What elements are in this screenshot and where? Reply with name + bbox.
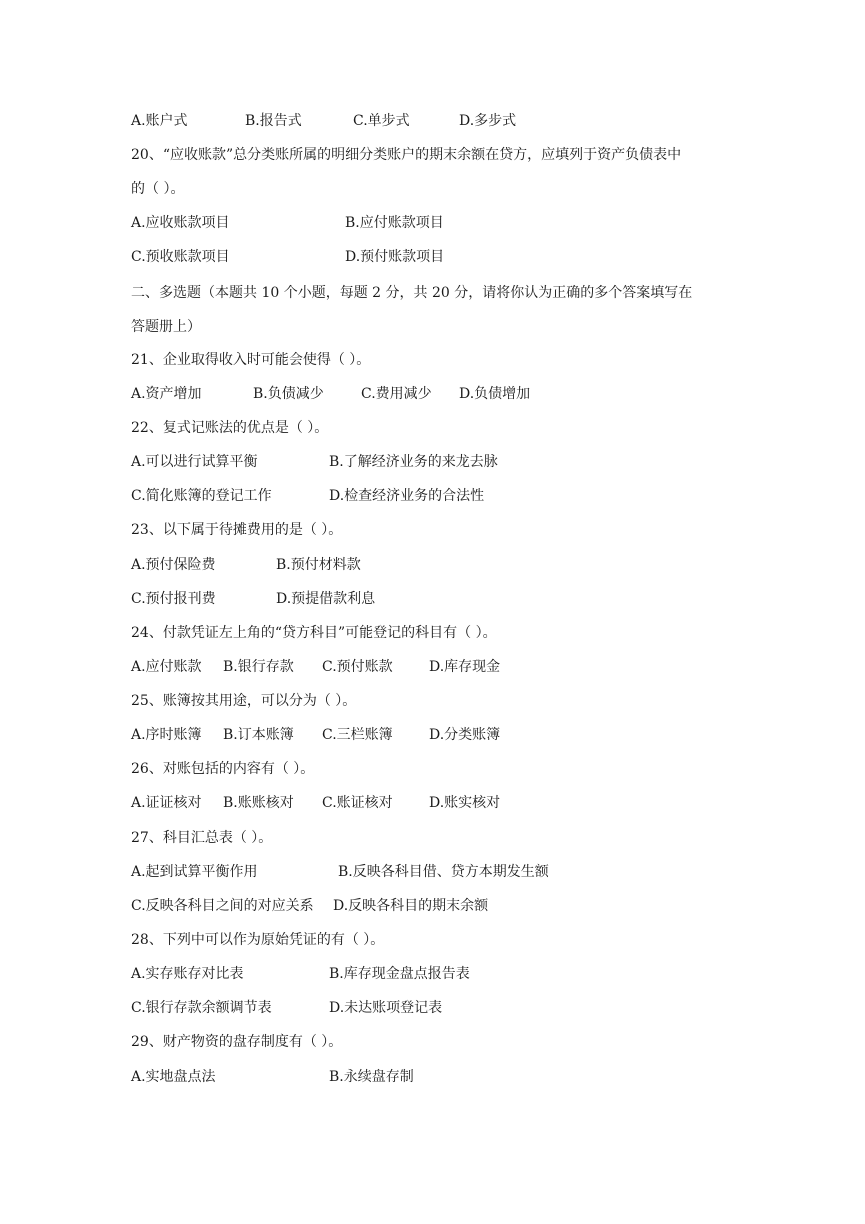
answer-option: B.报告式 [245, 113, 302, 129]
answer-option: C.反映各科目之间的对应关系 [131, 898, 314, 914]
answer-option: D.反映各科目的期末余额 [333, 898, 489, 914]
answer-option: A.资产增加 [131, 386, 202, 402]
answer-option: D.未达账项登记表 [329, 1000, 443, 1016]
answer-option: B.账账核对 [223, 795, 294, 811]
answer-option: A.序时账簿 [131, 727, 202, 743]
answer-option: A.账户式 [131, 113, 188, 129]
answer-option: C.费用减少 [361, 386, 432, 402]
answer-option: D.多步式 [459, 113, 517, 129]
answer-option: B.订本账簿 [223, 727, 294, 743]
answer-option: A.证证核对 [131, 795, 202, 811]
answer-option: A.应付账款 [131, 659, 202, 675]
text-line: 26、对账包括的内容有（ ）。 [131, 761, 315, 777]
answer-option: D.检查经济业务的合法性 [329, 488, 485, 504]
answer-option: B.负债减少 [253, 386, 324, 402]
answer-option: D.库存现金 [429, 659, 501, 675]
text-line: 答题册上） [131, 319, 201, 335]
answer-option: A.起到试算平衡作用 [131, 864, 258, 880]
text-line: 23、以下属于待摊费用的是（ ）。 [131, 522, 343, 538]
answer-option: D.分类账簿 [429, 727, 501, 743]
text-line: 二、多选题（本题共 10 个小题，每题 2 分，共 20 分，请将你认为正确的多个答案填写在 [131, 285, 693, 301]
answer-option: A.应收账款项目 [131, 215, 230, 231]
text-line: 22、复式记账法的优点是（ ）。 [131, 420, 329, 436]
answer-option: A.可以进行试算平衡 [131, 454, 258, 470]
text-line: 20、“应收账款”总分类账所属的明细分类账户的期末余额在贷方，应填列于资产负债表中 [131, 147, 682, 163]
answer-option: A.实存账存对比表 [131, 966, 244, 982]
text-line: 24、付款凭证左上角的“贷方科目”可能登记的科目有（ ）。 [131, 625, 497, 641]
answer-option: A.实地盘点法 [131, 1069, 216, 1085]
answer-option: B.库存现金盘点报告表 [329, 966, 470, 982]
answer-option: C.预付账款 [322, 659, 393, 675]
answer-option: B.预付材料款 [276, 557, 361, 573]
answer-option: D.负债增加 [459, 386, 531, 402]
answer-option: D.预提借款利息 [276, 591, 376, 607]
answer-option: C.预收账款项目 [131, 249, 230, 265]
text-line: 21、企业取得收入时可能会使得（ ）。 [131, 352, 371, 368]
text-line: 的（ ）。 [131, 181, 185, 197]
text-line: 27、科目汇总表（ ）。 [131, 830, 273, 846]
answer-option: C.预付报刊费 [131, 591, 216, 607]
answer-option: C.单步式 [353, 113, 410, 129]
answer-option: B.银行存款 [223, 659, 294, 675]
answer-option: B.了解经济业务的来龙去脉 [329, 454, 498, 470]
answer-option: B.应付账款项目 [345, 215, 444, 231]
answer-option: D.预付账款项目 [345, 249, 445, 265]
answer-option: C.银行存款余额调节表 [131, 1000, 272, 1016]
text-line: 25、账簿按其用途，可以分为（ ）。 [131, 693, 357, 709]
text-line: 29、财产物资的盘存制度有（ ）。 [131, 1034, 343, 1050]
text-line: 28、下列中可以作为原始凭证的有（ ）。 [131, 932, 385, 948]
answer-option: B.永续盘存制 [329, 1069, 414, 1085]
answer-option: A.预付保险费 [131, 557, 216, 573]
answer-option: D.账实核对 [429, 795, 501, 811]
answer-option: B.反映各科目借、贷方本期发生额 [338, 864, 549, 880]
answer-option: C.简化账簿的登记工作 [131, 488, 272, 504]
answer-option: C.三栏账簿 [322, 727, 393, 743]
answer-option: C.账证核对 [322, 795, 393, 811]
